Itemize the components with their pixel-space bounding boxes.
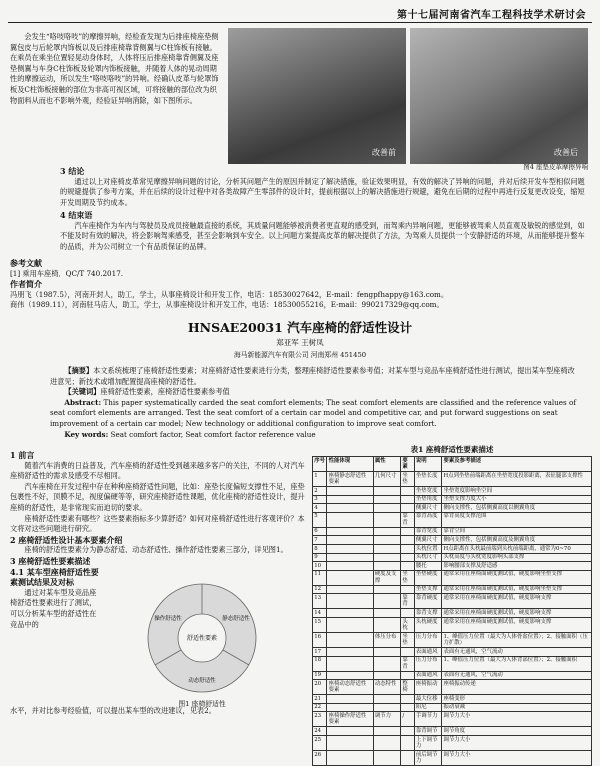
table-cell: 调节角度 — [442, 727, 592, 736]
table-row — [313, 504, 592, 513]
table-cell: H点到坐垫前端距离在坐垫宽度投影距离，表征腿部支撑性 — [442, 472, 592, 487]
table-cell — [327, 609, 373, 618]
table-cell: 靠背高度支撑范围 — [442, 512, 592, 527]
table-row — [313, 695, 592, 704]
table-cell: 影响腰部支撑及舒适感 — [442, 562, 592, 571]
table-row — [313, 617, 592, 632]
table-cell — [373, 735, 401, 750]
figure-1 — [108, 580, 296, 708]
abstract-en — [50, 398, 578, 430]
table-cell — [373, 512, 401, 527]
table-cell: 21 — [313, 695, 327, 704]
table-cell — [327, 487, 373, 496]
table-cell — [327, 695, 373, 704]
photo-after-label: 改善后 — [554, 148, 578, 157]
table-row — [313, 735, 592, 750]
keywords-cn — [50, 387, 578, 398]
table-cell: 调节力大小 — [442, 712, 592, 727]
sec1-p2: 汽车座椅在开发过程中存在种种座椅舒适性问题，比如：座垫长度偏短支撑性不足，座垫包裹性不好，顶膜不足，视度偏硬等等，研究座椅舒适性课题，优化座椅的舒适性设计，提升座椅的舒适性，是非常现实而迫切的要求。 — [10, 481, 305, 512]
table-cell: 侧向支撑性，包括侧翼高度以侧翼角度 — [442, 504, 592, 513]
sec41-p1: 通过对某车型及竞品座椅舒适性要素进行了测试，可以分析某车型的舒适性在竞品中的 — [10, 587, 97, 629]
table-cell: 坐垫长度 — [414, 472, 442, 487]
table-cell — [401, 750, 414, 765]
table-cell: 侧翼尺寸 — [414, 536, 442, 545]
abstract-en-label: Abstract: — [64, 397, 102, 407]
table-cell: 表面有无通风，空气流动 — [442, 671, 592, 680]
table-cell — [401, 585, 414, 594]
table-cell: 几何尺寸 — [373, 472, 401, 487]
table-cell: 1、峰值压力位置（最大为人体背部位置）；2、接触面积 — [442, 656, 592, 671]
abstract-block — [50, 366, 578, 440]
table-cell: 坐垫支撑力度大小 — [442, 495, 592, 504]
table-cell: 靠背 — [401, 594, 414, 609]
table-cell: 座椅振动 — [414, 680, 442, 695]
table-cell — [327, 750, 373, 765]
table-cell — [327, 647, 373, 656]
table-row — [313, 495, 592, 504]
table-cell: 整椅 — [401, 680, 414, 695]
header-rule — [8, 22, 592, 23]
table-row — [313, 671, 592, 680]
table-cell: 座椅操作舒适性要素 — [327, 712, 373, 727]
table-cell: 13 — [313, 594, 327, 609]
table-cell — [327, 703, 373, 712]
table-cell — [401, 609, 414, 618]
fig1-center-label: 舒适性要素 — [186, 635, 218, 642]
table-cell: 坐垫支撑 — [414, 585, 442, 594]
table-cell: 1 — [313, 472, 327, 487]
table-cell: 调节力大小 — [442, 735, 592, 750]
table-cell: 座椅变形 — [442, 695, 592, 704]
table-cell: 坐垫角度 — [414, 495, 442, 504]
table-row — [313, 727, 592, 736]
table-cell — [327, 594, 373, 609]
table-cell: 12 — [313, 585, 327, 594]
table-cell: 靠背宽度 — [414, 527, 442, 536]
table-cell: 11 — [313, 570, 327, 585]
table-cell — [327, 544, 373, 553]
table-cell — [373, 695, 401, 704]
body-bottom — [10, 706, 310, 717]
table-cell — [373, 553, 401, 562]
table-row — [313, 632, 592, 647]
table-1-title: 表1 座椅舒适性要素描述 — [410, 445, 494, 454]
table-cell — [327, 570, 373, 585]
table-cell — [401, 504, 414, 513]
table-cell: 头枕位置 — [414, 544, 442, 553]
table-cell: 表面通风 — [414, 647, 442, 656]
table-cell: 4 — [313, 504, 327, 513]
table-cell: 靠背高度 — [414, 512, 442, 527]
table-cell: 通常采用在座椅面硬度测试值，硬度影响坐垫支撑 — [442, 570, 592, 585]
figure-4 — [228, 28, 588, 170]
table-row — [313, 680, 592, 695]
keywords-en — [50, 430, 578, 441]
conclusion-text: 通过以上对座椅皮革常见摩擦异响问题的讨论，分析其问题产生的原因并制定了解决措施，验证效果明显，有效的解决了异响的问题，并对后续开发车型相似问题的规避提供了参考方案，并在后续的设计过程中对各类故障产生零部件的设计时，提前根据以上的解决措施进行规避，避免在后期的过程中再进行反复更改设变，缩短开发周期及节约成本。 — [60, 176, 585, 207]
table-row — [313, 750, 592, 765]
table-cell: 侧翼尺寸 — [414, 504, 442, 513]
fig1-segment-dynamic: 动态舒适性 — [188, 678, 216, 684]
fig1-segment-static: 静态舒适性 — [222, 616, 250, 622]
table-row — [313, 544, 592, 553]
table-cell — [327, 671, 373, 680]
sec1-title: 1 前言 — [10, 450, 35, 460]
table-cell — [373, 536, 401, 545]
table-cell — [373, 671, 401, 680]
table-cell — [401, 735, 414, 750]
sec2-title: 2 座椅舒适性设计基本要素介绍 — [10, 534, 123, 545]
table-cell: 26 — [313, 750, 327, 765]
sec1-p1: 随着汽车消费的日益普及，汽车座椅的舒适性受到越来越多客户的关注，不同的人对汽车座椅舒适性的需求及感受不尽相同。 — [10, 460, 305, 481]
table-cell — [373, 656, 401, 671]
table-cell: 上下调节力 — [414, 735, 442, 750]
table-cell — [327, 585, 373, 594]
sec41-p2: 水平，并对比参考经验值，可以提出某车型的改进建议，见表2。 — [10, 706, 216, 715]
table-row — [313, 512, 592, 527]
table-cell: 25 — [313, 735, 327, 750]
table-cell — [327, 553, 373, 562]
table-cell: 硬度及支撑 — [373, 570, 401, 585]
article-title: HNSAE20031 汽车座椅的舒适性设计 — [187, 320, 413, 335]
table-cell — [373, 504, 401, 513]
table-cell: 10 — [313, 562, 327, 571]
photo-after — [410, 28, 588, 164]
table-cell — [327, 617, 373, 632]
table-cell: 17 — [313, 647, 327, 656]
table-cell: 坐垫 — [401, 472, 414, 487]
table-cell: 腰托 — [414, 562, 442, 571]
table-cell — [327, 735, 373, 750]
table-cell — [373, 727, 401, 736]
article-authors: 郑亚军 王树凤 — [276, 338, 324, 347]
table-header-cell: 属性 — [373, 457, 401, 472]
article-affiliation: 海马新能源汽车有限公司 河南郑州 451450 — [233, 351, 367, 359]
table-header-cell: 要素及参考描述 — [442, 457, 592, 472]
table-cell: 头枕尺寸 — [414, 553, 442, 562]
references-title: 参考文献 — [10, 258, 42, 268]
table-row — [313, 585, 592, 594]
table-row — [313, 562, 592, 571]
table-cell: 压力分布 — [414, 632, 442, 647]
table-cell: 坐垫宽度 — [414, 487, 442, 496]
table-cell: 坐垫 — [401, 632, 414, 647]
sec1-p3: 座椅舒适性要素有哪些？这些要素指标多少算舒适？如何对座椅舒适性进行客观评价？本文将对这些问题进行研究。 — [10, 513, 305, 534]
table-cell: 18 — [313, 656, 327, 671]
table-cell: 通常采用在座椅面硬度测试值，硬度影响支撑 — [442, 609, 592, 618]
table-header-cell: 性能体现 — [327, 457, 373, 472]
table-cell: 坐垫硬度 — [414, 570, 442, 585]
table-cell: 表面通风 — [414, 671, 442, 680]
table-cell — [401, 553, 414, 562]
sec2-p1: 座椅的舒适性要素分为静态舒适、动态舒适性、操作舒适性要素三部分，详见图1。 — [24, 545, 288, 555]
table-cell: 6 — [313, 527, 327, 536]
table-row — [313, 553, 592, 562]
table-cell — [401, 527, 414, 536]
table-cell — [327, 536, 373, 545]
table-cell: 7 — [313, 536, 327, 545]
table-cell — [373, 750, 401, 765]
table-cell: 靠背硬度 — [414, 594, 442, 609]
table-cell: 靠背空间 — [442, 527, 592, 536]
table-cell — [373, 562, 401, 571]
table-row — [313, 656, 592, 671]
table-cell — [401, 671, 414, 680]
table-cell — [373, 594, 401, 609]
table-cell: 头枕硬度 — [414, 617, 442, 632]
table-cell — [373, 527, 401, 536]
table-cell — [401, 487, 414, 496]
table-cell: 振动衰减 — [442, 703, 592, 712]
table-header-cell: 说明 — [414, 457, 442, 472]
photo-before — [228, 28, 406, 164]
table-cell — [327, 727, 373, 736]
table-cell: 23 — [313, 712, 327, 727]
keywords-cn-text: 座椅舒适性要素，座椅舒适性要素参考值 — [100, 387, 230, 397]
table-row — [313, 487, 592, 496]
reference-1: [1] 乘用车座椅．QC/T 740.2017. — [10, 268, 124, 278]
table-cell: 前后调节力 — [414, 750, 442, 765]
author-info-title: 作者简介 — [10, 279, 42, 290]
sec41-wrap — [10, 567, 102, 631]
keywords-en-label: Key words: — [64, 429, 109, 439]
table-cell: 16 — [313, 632, 327, 647]
table-cell: 通常采用在座椅面硬度测试值，硬度影响支撑 — [442, 617, 592, 632]
table-cell: 手调节力 — [414, 712, 442, 727]
table-row — [313, 712, 592, 727]
table-cell: 8 — [313, 544, 327, 553]
table-cell: 15 — [313, 617, 327, 632]
table-cell — [327, 632, 373, 647]
closing-text: 汽车座椅作为车内与驾驶员及成员接触最直接的系统，其质量问题能够被消费者更直观的感受到，而驾乘内异响问题，更能够被驾乘人员直观及敏锐的感觉到，如不能及时有效的解决，将会影响驾乘感受，甚至会影响到车安全。以上问题方案提高皮革的解决提供了方法，为驾乘人员提供一个安静舒适的环境，从而能够提升整车的品质，并为公司树立一个有品质保证的品牌。 — [60, 220, 585, 251]
table-1 — [312, 456, 592, 766]
intro-text: 会发生“咯吱咯吱”的摩擦异响，经检查发现为后排座椅座垫侧翼包皮与后轮罩内饰板以及后排座椅靠背侧翼与C柱饰板有接触。在乘员在乘坐位置轻晃动身体时，人体将压后排座椅靠背侧翼及座垫侧翼与车身C柱饰板及轮罩内饰板接触，并随着人体的晃动周期性的摩擦运动，所以发生“咯吱咯吱”的异响。经确认皮革与轮罩饰板及C柱饰板接触的部位为非高可视区域，可将接触的部位改为织物面料从而也不影响外观，经验证异响消除，如下图所示。 — [10, 32, 219, 105]
table-cell: 24 — [313, 727, 327, 736]
table-cell: 座椅动态舒适性要素 — [327, 680, 373, 695]
closing-section — [60, 210, 586, 252]
table-cell: 座椅静态舒适性要素 — [327, 472, 373, 487]
table-cell — [327, 562, 373, 571]
table-cell: 头枕高度与头枕宽度影响头部支撑 — [442, 553, 592, 562]
table-cell — [373, 703, 401, 712]
table-row — [313, 647, 592, 656]
table-cell — [327, 504, 373, 513]
table-cell: 侧向支撑性，包括侧翼高度及侧翼角度 — [442, 536, 592, 545]
table-cell: 动态特性 — [373, 680, 401, 695]
table-cell: 表面有无通风，空气流动 — [442, 647, 592, 656]
table-cell: 头枕 — [401, 617, 414, 632]
table-row — [313, 570, 592, 585]
intro-paragraph — [10, 32, 222, 106]
table-cell — [327, 495, 373, 504]
table-cell: 调节力 — [373, 712, 401, 727]
table-cell — [373, 487, 401, 496]
sec41-title: 4.1 某车型座椅舒适性要素测试结果及对标 — [10, 566, 99, 588]
table-cell: 22 — [313, 703, 327, 712]
table-cell: 2 — [313, 487, 327, 496]
table-cell — [327, 527, 373, 536]
table-cell — [373, 495, 401, 504]
table-cell: 5 — [313, 512, 327, 527]
table-cell: 通常采用在座椅面硬度测试值，硬度影响坐垫支撑 — [442, 585, 592, 594]
author-2: 商伟（1989.11），河南驻马店人，助工，学士，从事座椅设计和开发工作，电话：18530055216，E-mail：990217329@qq.com。 — [10, 300, 444, 310]
conclusion-section — [60, 166, 586, 208]
table-cell: 最大位移 — [414, 695, 442, 704]
table-cell — [401, 647, 414, 656]
table-header-cell: 序号 — [313, 457, 327, 472]
table-cell — [401, 727, 414, 736]
conclusion-title: 3 结论 — [60, 166, 85, 176]
table-cell: 9 — [313, 553, 327, 562]
table-cell: / — [401, 712, 414, 727]
references — [10, 258, 588, 311]
table-cell — [373, 585, 401, 594]
author-1: 冯朋飞（1987.5），河南开封人，助工，学士，从事座椅设计和开发工作，电话：18530027642，E-mail：fengpfhappy@163.com。 — [10, 289, 449, 299]
table-cell: H点距离在头枕最前端到头枕前端距离，通常为0~70 — [442, 544, 592, 553]
table-row — [313, 703, 592, 712]
running-head: 第十七届河南省汽车工程科技学术研讨会 — [397, 10, 586, 21]
sec3-title: 3 座椅舒适性要素描述 — [10, 555, 91, 566]
table-cell: 压力分布 — [414, 656, 442, 671]
keywords-cn-label: 【关键词】 — [64, 387, 101, 397]
table-row — [313, 594, 592, 609]
table-cell: 14 — [313, 609, 327, 618]
table-row — [313, 609, 592, 618]
table-cell: 3 — [313, 495, 327, 504]
table-cell: 19 — [313, 671, 327, 680]
fig1-segment-operation: 操作舒适性 — [154, 616, 182, 622]
table-cell — [327, 512, 373, 527]
table-header-row — [313, 457, 592, 472]
table-cell — [373, 609, 401, 618]
table-cell: 靠背支撑 — [414, 609, 442, 618]
closing-title: 4 结束语 — [60, 210, 93, 220]
table-cell — [401, 695, 414, 704]
keywords-en-text: Seat comfort factor, Seat comfort factor reference value — [110, 429, 316, 439]
abstract-cn-text: 本文系统梳理了座椅舒适性要素；对座椅舒适性要素进行分类，整理座椅舒适性要素参考值；对某车型与竞品车座椅舒适性进行测试，提出某车型座椅改进意见；新技术或增加配置提高座椅的舒适性。 — [50, 366, 575, 386]
table-cell — [401, 536, 414, 545]
table-cell — [327, 656, 373, 671]
table-cell: 通常采用在座椅面硬度测试值，硬度影响支撑 — [442, 594, 592, 609]
table-header-cell: 要素 — [401, 457, 414, 472]
table-cell: 阻尼 — [414, 703, 442, 712]
table-cell: 坐垫宽度影响坐空间 — [442, 487, 592, 496]
table-cell: 座椅振动传递 — [442, 680, 592, 695]
table-cell: 1、峰值压力位置（最大为人体骨盆位置）；2、接触面积（压力扩散） — [442, 632, 592, 647]
table-cell: 调节力大小 — [442, 750, 592, 765]
figure-4-caption: 图4 座垫皮革摩擦异响 — [523, 163, 588, 171]
table-row — [313, 536, 592, 545]
table-cell — [401, 703, 414, 712]
table-cell: 靠背调节 — [414, 727, 442, 736]
table-cell: 坐垫 — [401, 570, 414, 585]
table-cell: 靠背 — [401, 512, 414, 527]
seat-comfort-diagram — [108, 580, 296, 696]
abstract-cn-label: 【摘要】 — [64, 366, 94, 375]
table-cell — [401, 562, 414, 571]
table-cell: 体压分布 — [373, 632, 401, 647]
table-cell — [373, 544, 401, 553]
table-cell — [401, 544, 414, 553]
abstract-cn — [50, 366, 578, 387]
figure-1-caption: 图1 座椅舒适性 — [178, 700, 226, 708]
table-cell: 靠背 — [401, 656, 414, 671]
photo-before-label: 改善前 — [372, 148, 396, 157]
table-cell — [373, 647, 401, 656]
table-cell — [373, 617, 401, 632]
table-cell: 20 — [313, 680, 327, 695]
table-cell — [401, 495, 414, 504]
abstract-en-text: This paper systematically carded the seat comfort elements; The seat comfort elements are classified and the reference values of seat comfort elements are arranged. Test the seat comfort of a certain car model and competitive car, and put forward suggestions on seat improvement of a certain car model; New technology or additional configuration to improve seat comfort. — [50, 397, 577, 428]
table-row — [313, 472, 592, 487]
table-row — [313, 527, 592, 536]
